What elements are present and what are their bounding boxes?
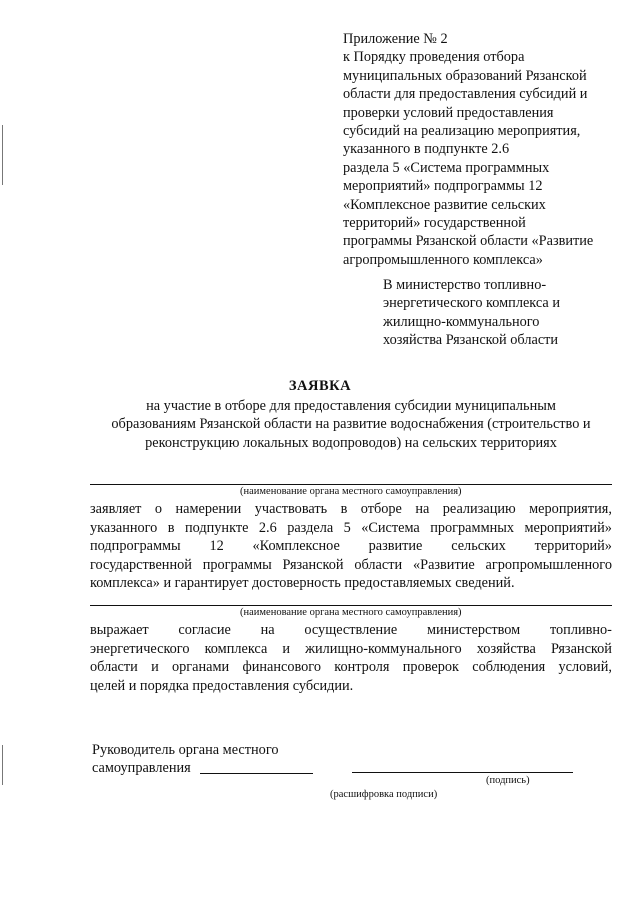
paragraph-word: отборе — [360, 501, 402, 517]
addressee-line: энергетического комплекса и — [383, 295, 560, 312]
paragraph-word: и — [282, 640, 291, 657]
caption-signature: (подпись) — [486, 775, 530, 786]
paragraph-line — [90, 500, 612, 519]
paragraph-word: комплекса» и гарантирует достоверность предоставляемых сведений. — [90, 575, 515, 592]
appendix-header — [343, 30, 618, 269]
paragraph-word: программы — [202, 556, 272, 573]
paragraph-word: «Комплексное — [252, 538, 340, 555]
caption-signature-decoding: (расшифровка подписи) — [330, 789, 438, 800]
paragraph-word: энергетического — [90, 640, 190, 657]
paragraph-word: подпункте — [184, 519, 249, 536]
paragraph-word: участвовать — [254, 501, 328, 517]
paragraph-word: согласие — [178, 622, 231, 638]
paragraph-word: раздела — [287, 519, 334, 536]
paragraph-word: органами — [171, 659, 230, 676]
paragraph-word: о — [154, 501, 163, 517]
paragraph-word: мероприятий» — [524, 519, 612, 536]
paragraph-word: «Система — [361, 519, 420, 536]
signature-title-line-2 — [92, 759, 278, 777]
paragraph-line — [90, 519, 612, 538]
paragraph-word: Рязанской — [282, 556, 344, 573]
paragraph-word: сельских — [451, 538, 506, 555]
paragraph-word: в — [340, 501, 348, 517]
appendix-line: области для предоставления субсидий и — [343, 86, 588, 103]
subtitle-line: на участие в отборе для предоставления субсидии муниципальным — [146, 398, 556, 414]
paragraph-word: 5 — [343, 519, 351, 536]
paragraph-line — [90, 556, 612, 575]
paragraph-word: комплекса — [204, 640, 268, 657]
paragraph-word: на — [415, 501, 430, 517]
appendix-line: «Комплексное развитие сельских — [343, 196, 546, 213]
appendix-line: программы Рязанской области «Развитие — [343, 233, 594, 250]
paragraph-word: соблюдения — [472, 659, 546, 676]
paragraph-word: Рязанской — [550, 640, 612, 657]
paragraph-word: государственной — [90, 556, 192, 573]
paragraph-word: 2.6 — [258, 519, 277, 536]
subtitle-line: реконструкцию локальных водопроводов) на сельских территориях — [145, 434, 557, 451]
paragraph-word: «Развитие — [412, 556, 475, 573]
addressee-block — [383, 276, 623, 350]
scan-margin-mark — [2, 745, 3, 785]
paragraph-word: проверок — [402, 659, 459, 676]
fill-in-line-authority-2[interactable] — [90, 605, 612, 606]
appendix-line: проверки условий предоставления — [343, 104, 554, 121]
paragraph-line — [90, 677, 612, 696]
paragraph-word: подпрограммы — [90, 538, 181, 555]
paragraph-word: условий, — [558, 659, 612, 676]
paragraph-word: контроля — [334, 659, 390, 676]
paragraph-word: агропромышленного — [485, 556, 612, 573]
fill-in-line-authority-1[interactable] — [90, 484, 612, 485]
paragraph-word: намерении — [175, 501, 242, 517]
document-subtitle — [90, 397, 612, 452]
paragraph-word: заявляет — [90, 501, 142, 517]
paragraph-intent — [90, 500, 612, 593]
paragraph-word: жилищно-коммунального — [305, 640, 462, 657]
paragraph-word: 12 — [209, 538, 224, 555]
paragraph-line — [90, 640, 612, 659]
addressee-line: жилищно-коммунального — [383, 313, 540, 330]
caption-authority-name-2: (наименование органа местного самоуправления) — [240, 607, 462, 618]
document-title: ЗАЯВКА — [288, 378, 352, 394]
paragraph-line — [90, 621, 612, 640]
paragraph-word: финансового — [242, 659, 321, 676]
scan-margin-mark — [2, 125, 3, 185]
paragraph-word: в — [167, 519, 175, 536]
paragraph-word: министерством — [426, 622, 521, 638]
appendix-line: территорий» государственной — [343, 215, 526, 232]
paragraph-word: программных — [430, 519, 515, 536]
appendix-line: к Порядку проведения отбора — [343, 49, 525, 66]
paragraph-consent — [90, 621, 612, 695]
paragraph-word: хозяйства — [476, 640, 536, 657]
paragraph-word: осуществление — [304, 622, 398, 638]
paragraph-line — [90, 658, 612, 677]
addressee-line: хозяйства Рязанской области — [383, 332, 559, 349]
appendix-line: Приложение № 2 — [343, 31, 448, 47]
addressee-line: В министерство топливно- — [383, 277, 547, 293]
subtitle-line: образованиям Рязанской области на развитие водоснабжения (строительство и — [111, 416, 591, 433]
signature-title-text: самоуправления — [92, 760, 191, 777]
paragraph-line — [90, 574, 612, 593]
paragraph-word: мероприятия, — [529, 501, 612, 517]
paragraph-word: топливно- — [549, 622, 612, 638]
paragraph-line — [90, 537, 612, 556]
paragraph-word: территорий» — [534, 538, 612, 555]
appendix-line: субсидий на реализацию мероприятия, — [343, 123, 581, 140]
signature-position-line[interactable] — [200, 773, 313, 774]
paragraph-word: развитие — [368, 538, 423, 555]
paragraph-word: реализацию — [442, 501, 516, 517]
paragraph-word: и — [151, 659, 159, 676]
appendix-line: раздела 5 «Система программных — [343, 159, 550, 176]
appendix-line: муниципальных образований Рязанской — [343, 67, 587, 84]
paragraph-word: на — [260, 622, 275, 638]
appendix-line: агропромышленного комплекса» — [343, 251, 543, 268]
appendix-line: мероприятий» подпрограммы 12 — [343, 178, 543, 195]
paragraph-word: целей и порядка предоставления субсидии. — [90, 677, 354, 694]
appendix-line: указанного в подпункте 2.6 — [343, 141, 510, 158]
paragraph-word: указанного — [90, 519, 158, 536]
paragraph-word: области — [354, 556, 403, 573]
paragraph-word: области — [90, 659, 138, 676]
signature-line[interactable] — [352, 772, 573, 773]
signature-title-line-1: Руководитель органа местного — [92, 742, 279, 758]
paragraph-word: выражает — [90, 622, 149, 638]
caption-authority-name-1: (наименование органа местного самоуправления) — [240, 486, 462, 497]
